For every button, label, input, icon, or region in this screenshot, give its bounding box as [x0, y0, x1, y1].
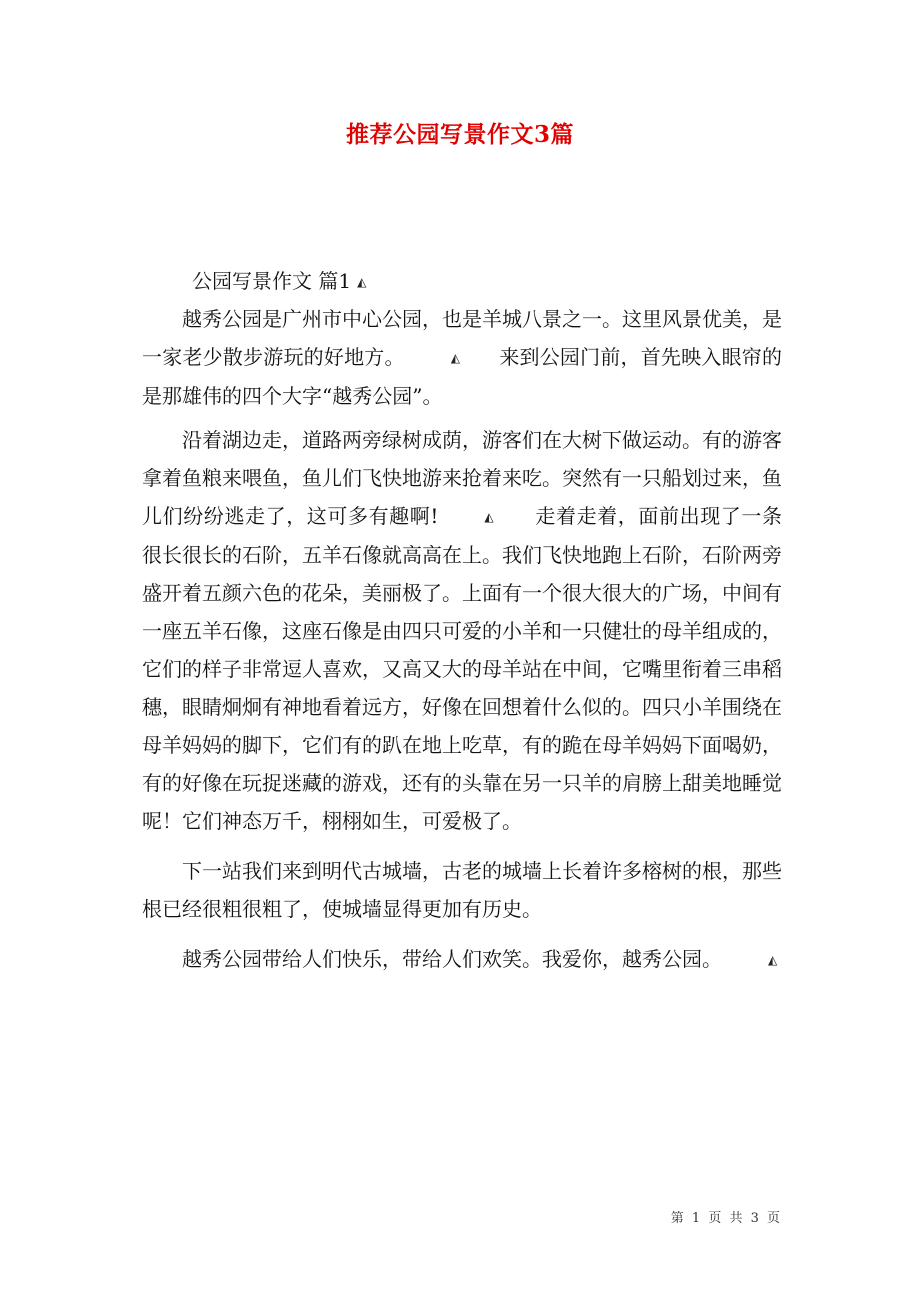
- paragraph: [142, 940, 782, 979]
- section-heading: [192, 262, 782, 300]
- paragraph: [142, 421, 782, 840]
- paragraph-mark-icon: ◭: [768, 953, 778, 967]
- paragraph-mark-icon: ◭: [484, 510, 494, 524]
- section-heading-text: 公园写景作文 篇1: [192, 269, 352, 293]
- document-title: 推荐公园写景作文3篇: [345, 121, 574, 148]
- paragraph-text: 沿着湖边走，道路两旁绿树成荫，游客们在大树下做运动。有的游客拿着鱼粮来喂鱼，鱼儿们飞快地游来抢着来吃。突然有一只船划过来，鱼儿们纷纷逃走了，这可多有趣啊!: [142, 428, 782, 528]
- paragraph-mark-icon: ◭: [450, 351, 460, 365]
- paragraph-mark-icon: ◭: [357, 275, 367, 289]
- paragraph-text: 走着走着，面前出现了一条很长很长的石阶，五羊石像就高高在上。我们飞快地跑上石阶，石阶两旁盛开着五颜六色的花朵，美丽极了。上面有一个很大很大的广场，中间有一座五羊石像，这座石像是由四只可爱的小羊和一只健壮的母羊组成的，它们的样子非常逗人喜欢，又高又大的母羊站在中间，它嘴里衔着三串稻穗，眼睛炯炯有神地看着远方，好像在回想着什么似的。四只小羊围绕在母羊妈妈的脚下，它们有的趴在地上吃草，有的跪在母羊妈妈下面喝奶，有的好像在玩捉迷藏的游戏，还有的头靠在另一只羊的肩膀上甜美地睡觉呢！它们神态万千，栩栩如生，可爱极了。: [142, 504, 782, 833]
- paragraph-text: 下一站我们来到明代古城墙，古老的城墙上长着许多榕树的根，那些根已经很粗很粗了，使城墙显得更加有历史。: [142, 859, 782, 921]
- paragraph-text: 来到公园门前，首先映入眼帘的是那雄伟的四个大字“越秀公园”。: [142, 345, 782, 408]
- paragraph: [142, 300, 782, 415]
- paragraph-text: 越秀公园带给人们快乐，带给人们欢笑。我爱你，越秀公园。: [182, 947, 722, 971]
- page-footer: 第 1 页 共 3 页: [670, 1211, 782, 1226]
- document-body: [142, 262, 782, 991]
- paragraph: [142, 852, 782, 928]
- paragraph-text: 越秀公园是广州市中心公园，也是羊城八景之一。这里风景优美，是一家老少散步游玩的好地方。: [142, 307, 782, 369]
